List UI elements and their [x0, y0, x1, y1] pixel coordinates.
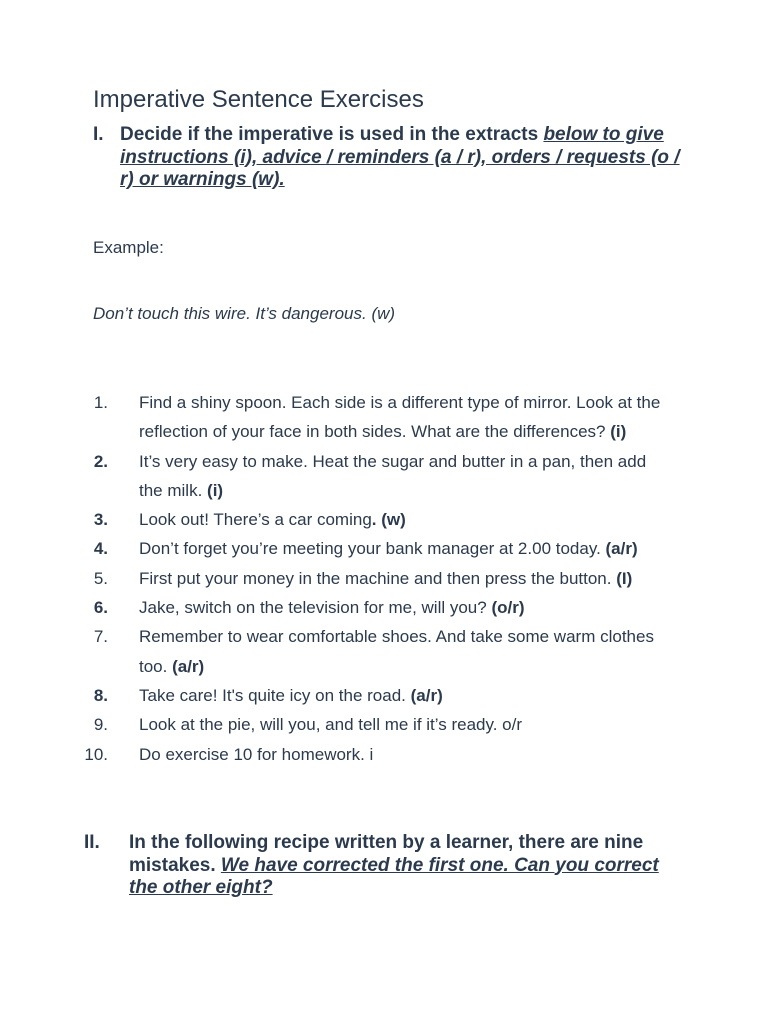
list-item-number: 6.	[93, 598, 108, 618]
list-item-sentence: Remember to wear comfortable shoes. And take some warm clothes too.	[139, 627, 654, 676]
list-item	[0, 593, 768, 622]
list-item-answer: (a/r)	[605, 539, 638, 559]
section-1-heading	[93, 124, 683, 194]
list-item	[0, 388, 768, 447]
exercise-list	[0, 388, 768, 769]
list-item	[0, 710, 768, 739]
list-item-text	[139, 740, 674, 769]
example-answer: (w)	[366, 304, 396, 323]
list-item-answer: (I)	[616, 568, 633, 588]
list-item-sentence: Jake, switch on the television for me, will you?	[139, 598, 492, 618]
section-1-instructions	[120, 124, 680, 192]
list-item	[0, 505, 768, 534]
list-item	[0, 681, 768, 710]
list-item-text	[139, 593, 674, 622]
list-item-text	[139, 681, 674, 710]
list-item-sentence: Find a shiny spoon. Each side is a different type of mirror. Look at the reflection of your face in both sides. What are the differences?	[139, 393, 661, 442]
list-item-text	[139, 388, 674, 447]
example-sentence	[93, 304, 395, 324]
list-item-sentence: Look at the pie, will you, and tell me if it’s ready. o/r	[139, 715, 523, 735]
list-item-number: 3.	[93, 510, 108, 530]
list-item-answer: (a/r)	[410, 685, 443, 705]
section-1-number: I.	[93, 124, 104, 145]
list-item-number: 8.	[93, 685, 108, 705]
example-label: Example:	[93, 238, 164, 257]
list-item-text	[139, 505, 674, 534]
section-2-instructions	[129, 832, 659, 900]
list-item-answer: (i)	[207, 480, 224, 500]
section-2-emphasis: We have corrected the first one. Can you correct the other eight?	[129, 854, 659, 898]
list-item-sentence: First put your money in the machine and then press the button.	[139, 568, 617, 588]
list-item-text	[139, 564, 674, 593]
list-item	[0, 447, 768, 506]
list-item-number: 9.	[93, 715, 108, 735]
section-1-lead: Decide if the imperative is used in the extracts	[120, 124, 544, 145]
list-item	[0, 564, 768, 593]
list-item-text	[139, 622, 674, 681]
list-item-answer: . (w)	[371, 510, 406, 530]
list-item-number: 2.	[93, 451, 108, 471]
list-item-answer: (o/r)	[491, 598, 525, 618]
list-item-number: 1.	[93, 393, 108, 412]
section-2-heading	[84, 832, 684, 902]
list-item	[0, 622, 768, 681]
list-item-number: 10.	[84, 744, 108, 764]
list-item-text	[139, 710, 674, 739]
list-item	[0, 740, 768, 769]
list-item-number: 7.	[93, 627, 108, 647]
section-2-number: II.	[84, 832, 100, 853]
list-item-sentence: Do exercise 10 for homework. i	[139, 744, 374, 764]
list-item-number: 4.	[93, 539, 108, 559]
list-item-number: 5.	[93, 568, 108, 588]
list-item-answer: (i)	[610, 422, 627, 442]
list-item-text	[139, 534, 674, 563]
example-sentence-text: Don’t touch this wire. It’s dangerous.	[93, 304, 367, 323]
section-2-lead: In the following recipe written by a learner, there are nine mistakes.	[129, 832, 644, 876]
list-item	[0, 534, 768, 563]
page-title: Imperative Sentence Exercises	[93, 86, 424, 113]
list-item-answer: (a/r)	[172, 656, 205, 676]
list-item-sentence: Take care! It's quite icy on the road.	[139, 685, 411, 705]
section-1-emphasis: below to give instructions (i), advice / reminders (a / r), orders / requests (o / r) or warnings (w).	[120, 124, 680, 190]
list-item-sentence: It’s very easy to make. Heat the sugar and butter in a pan, then add the milk.	[139, 451, 647, 500]
list-item-text	[139, 447, 674, 506]
list-item-sentence: Look out! There’s a car coming	[139, 510, 372, 530]
list-item-sentence: Don’t forget you’re meeting your bank manager at 2.00 today.	[139, 539, 606, 559]
